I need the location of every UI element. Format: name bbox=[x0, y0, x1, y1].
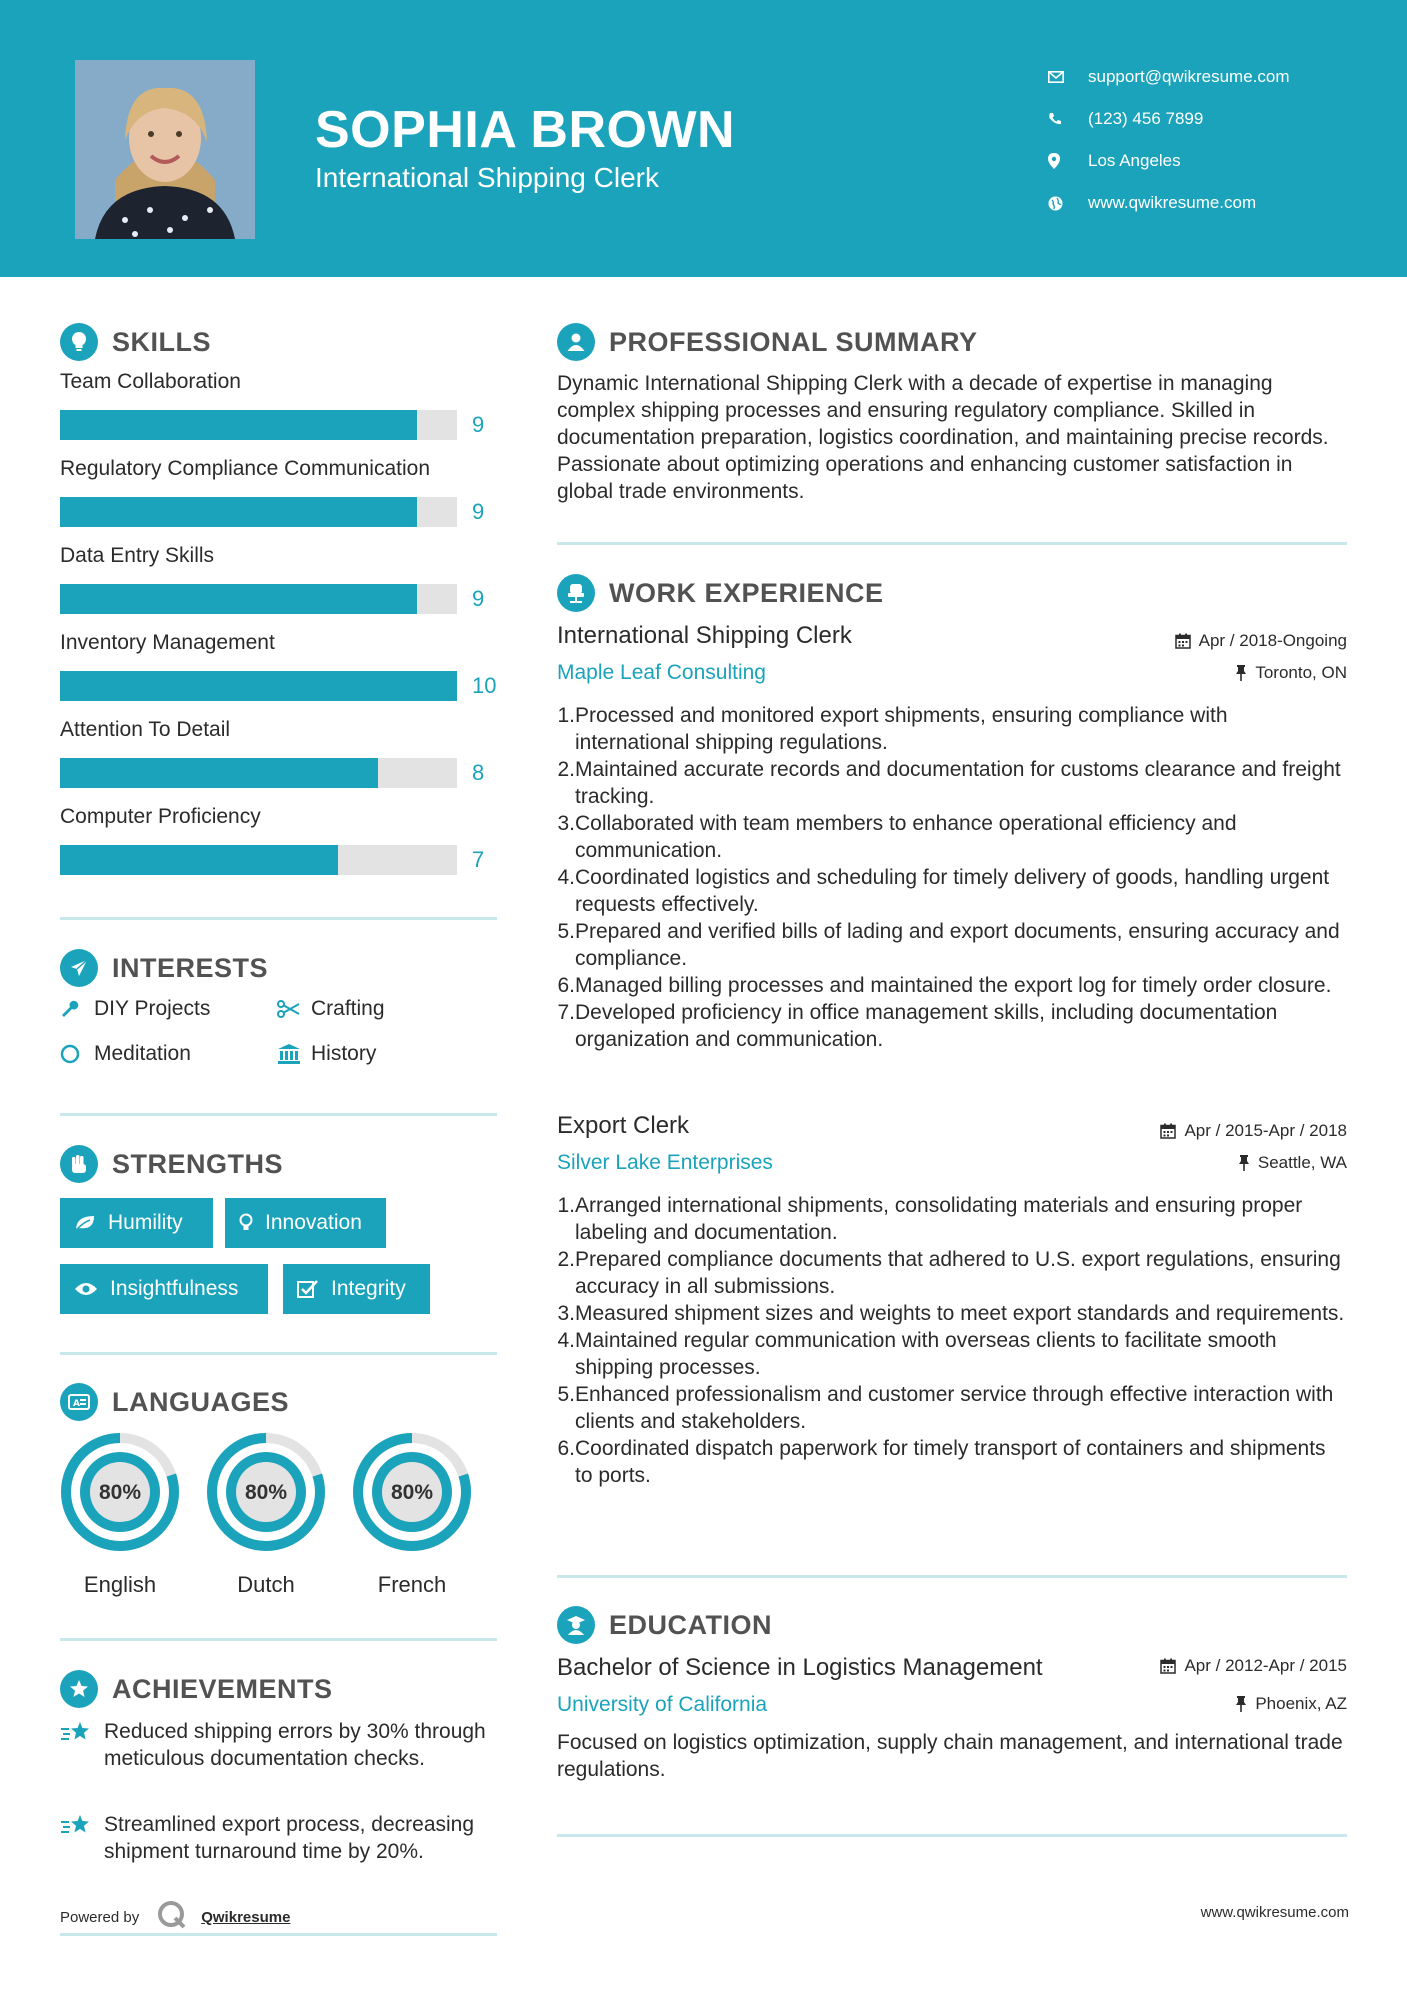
eye-icon bbox=[74, 1281, 98, 1297]
skill-item bbox=[60, 544, 500, 614]
bullet-item bbox=[557, 756, 1347, 810]
bullet-number: 1. bbox=[557, 1194, 575, 1217]
bullet-number: 4. bbox=[557, 866, 575, 889]
language-item bbox=[204, 1430, 328, 1598]
skill-name: Inventory Management bbox=[60, 631, 275, 654]
job-dates: Apr / 2018-Ongoing bbox=[1175, 631, 1347, 651]
globe-icon bbox=[1048, 196, 1088, 211]
wrench-icon bbox=[60, 999, 94, 1019]
skill-score: 9 bbox=[472, 412, 485, 437]
graduate-icon bbox=[557, 1606, 595, 1644]
section-divider bbox=[60, 917, 497, 920]
bullet-text: Coordinated dispatch paperwork for timely transport of containers and shipments to ports. bbox=[575, 1437, 1326, 1487]
bullet-text: Prepared and verified bills of lading and export documents, ensuring accuracy and compliance. bbox=[575, 920, 1340, 970]
summary-text: Dynamic International Shipping Clerk with a decade of expertise in managing complex shipping processes and ensuring regulatory compliance. Skilled in documentation preparation, logistics coordination, and maintaining precise records. Passionate about optimizing operations and enhancing customer satisfaction in global trade environments. bbox=[557, 372, 1329, 503]
interest-item: Meditation bbox=[60, 1042, 191, 1066]
section-divider bbox=[60, 1352, 497, 1355]
skill-bar bbox=[60, 758, 500, 788]
achievement-item: Streamlined export process, decreasing shipment turnaround time by 20%. bbox=[60, 1811, 500, 1865]
bullet-item bbox=[557, 1246, 1347, 1300]
bullet-number: 1. bbox=[557, 704, 575, 727]
skill-fill bbox=[60, 584, 417, 614]
strengths-heading: STRENGTHS bbox=[60, 1145, 283, 1183]
job-location: Toronto, ON bbox=[1235, 663, 1347, 683]
contact-phone[interactable] bbox=[1048, 98, 1290, 140]
bullet-text: Coordinated logistics and scheduling for timely delivery of goods, handling urgent requests effectively. bbox=[575, 866, 1330, 916]
office-chair-icon bbox=[557, 574, 595, 612]
bullet-number: 5. bbox=[557, 1383, 575, 1406]
bullet-text: Measured shipment sizes and weights to meet export standards and requirements. bbox=[575, 1302, 1345, 1325]
section-divider bbox=[557, 542, 1347, 545]
bullet-number: 3. bbox=[557, 1302, 575, 1325]
interests-heading: INTERESTS bbox=[60, 949, 268, 987]
svg-text:A: A bbox=[73, 1399, 81, 1409]
profile-photo bbox=[75, 60, 255, 239]
section-divider bbox=[60, 1638, 497, 1641]
bullet-item bbox=[557, 1300, 1347, 1327]
job-bullets bbox=[557, 1192, 1347, 1489]
bullet-item bbox=[557, 1192, 1347, 1246]
museum-icon bbox=[277, 1043, 311, 1065]
bullet-number: 7. bbox=[557, 1001, 575, 1024]
shooting-star-icon bbox=[60, 1811, 104, 1865]
strength-badge: Humility bbox=[60, 1198, 213, 1248]
skill-bar bbox=[60, 584, 500, 614]
website-text: www.qwikresume.com bbox=[1088, 193, 1257, 212]
bullet-item bbox=[557, 1327, 1347, 1381]
bullet-number: 6. bbox=[557, 974, 575, 997]
education-description: Focused on logistics optimization, supply chain management, and international trade regulations. bbox=[557, 1731, 1343, 1781]
contact-list bbox=[1048, 56, 1290, 224]
language-percent: 80% bbox=[390, 1481, 434, 1504]
location-text: Los Angeles bbox=[1088, 151, 1181, 170]
skill-fill bbox=[60, 758, 378, 788]
resume-header bbox=[0, 0, 1407, 277]
user-icon bbox=[557, 323, 595, 361]
bullet-item bbox=[557, 810, 1347, 864]
skill-bar bbox=[60, 845, 500, 875]
skill-fill bbox=[60, 845, 338, 875]
bullet-number: 6. bbox=[557, 1437, 575, 1460]
degree-title: Bachelor of Science in Logistics Management bbox=[557, 1654, 1043, 1681]
achievements-heading: ACHIEVEMENTS bbox=[60, 1670, 333, 1708]
email-text: support@qwikresume.com bbox=[1088, 67, 1290, 86]
skill-bar bbox=[60, 671, 500, 701]
job-bullets bbox=[557, 702, 1347, 1053]
section-divider bbox=[60, 1933, 497, 1936]
skill-fill bbox=[60, 671, 457, 701]
map-pin-icon bbox=[1048, 153, 1088, 169]
footer-url[interactable]: www.qwikresume.com bbox=[1200, 1904, 1349, 1921]
job-location: Seattle, WA bbox=[1238, 1153, 1347, 1173]
strength-badge: Innovation bbox=[225, 1198, 386, 1248]
bullet-number: 2. bbox=[557, 758, 575, 781]
bullet-item bbox=[557, 702, 1347, 756]
bullet-item bbox=[557, 864, 1347, 918]
skill-bar bbox=[60, 410, 500, 440]
bullet-number: 2. bbox=[557, 1248, 575, 1271]
skill-item bbox=[60, 370, 500, 440]
skill-fill bbox=[60, 410, 417, 440]
bullet-text: Prepared compliance documents that adhered to U.S. export regulations, ensuring accuracy in all submissions. bbox=[575, 1248, 1341, 1298]
language-name: Dutch bbox=[237, 1572, 295, 1597]
education-heading: EDUCATION bbox=[557, 1606, 772, 1644]
bullet-item bbox=[557, 972, 1347, 999]
language-percent: 80% bbox=[98, 1481, 142, 1504]
skill-item bbox=[60, 631, 500, 701]
skill-name: Regulatory Compliance Communication bbox=[60, 457, 431, 480]
skill-fill bbox=[60, 497, 417, 527]
contact-website[interactable] bbox=[1048, 182, 1290, 224]
skill-item bbox=[60, 718, 500, 788]
section-divider bbox=[557, 1834, 1347, 1837]
skill-name: Attention To Detail bbox=[60, 718, 231, 741]
bullet-text: Collaborated with team members to enhance operational efficiency and communication. bbox=[575, 812, 1237, 862]
raised-fist-icon bbox=[60, 1145, 98, 1183]
candidate-title: International Shipping Clerk bbox=[315, 162, 659, 193]
pushpin-icon bbox=[1238, 1155, 1250, 1171]
bullet-text: Arranged international shipments, consolidating materials and ensuring proper labeling and documentation. bbox=[575, 1194, 1303, 1244]
language-item bbox=[350, 1430, 474, 1598]
checkbox-icon bbox=[297, 1279, 319, 1299]
skill-score: 9 bbox=[472, 499, 485, 524]
bullet-number: 4. bbox=[557, 1329, 575, 1352]
strength-badge: Integrity bbox=[283, 1264, 430, 1314]
job-title: International Shipping Clerk bbox=[557, 622, 852, 649]
contact-location bbox=[1048, 140, 1290, 182]
pushpin-icon bbox=[1235, 665, 1247, 681]
pushpin-icon bbox=[1235, 1696, 1247, 1712]
candidate-name: SOPHIA BROWN bbox=[315, 101, 736, 159]
language-ring bbox=[350, 1430, 474, 1554]
qwikresume-link[interactable]: Qwikresume bbox=[201, 1908, 291, 1926]
calendar-icon bbox=[1175, 633, 1191, 649]
bullet-number: 3. bbox=[557, 812, 575, 835]
bullet-text: Developed proficiency in office management skills, including documentation organization and communication. bbox=[575, 1001, 1278, 1051]
language-name: English bbox=[83, 1572, 157, 1597]
calendar-icon bbox=[1160, 1658, 1176, 1674]
section-divider bbox=[60, 1113, 497, 1116]
interest-item: Crafting bbox=[277, 997, 385, 1021]
circle-icon bbox=[60, 1044, 94, 1064]
job-title: Export Clerk bbox=[557, 1112, 690, 1139]
language-percent: 80% bbox=[244, 1481, 288, 1504]
interest-item: History bbox=[277, 1042, 376, 1066]
calendar-icon bbox=[1160, 1123, 1176, 1139]
phone-icon bbox=[1048, 112, 1088, 126]
leaf-icon bbox=[74, 1214, 96, 1232]
bullet-text: Processed and monitored export shipments, ensuring compliance with international shipping regulations. bbox=[575, 704, 1228, 754]
strength-badge: Insightfulness bbox=[60, 1264, 268, 1314]
skill-score: 9 bbox=[472, 586, 485, 611]
shooting-star-icon bbox=[60, 1718, 104, 1772]
skill-name: Computer Proficiency bbox=[60, 805, 261, 828]
language-card-icon bbox=[60, 1383, 98, 1421]
experience-heading: WORK EXPERIENCE bbox=[557, 574, 884, 612]
achievement-item: Reduced shipping errors by 30% through meticulous documentation checks. bbox=[60, 1718, 500, 1772]
company-name: Silver Lake Enterprises bbox=[557, 1151, 773, 1174]
bullet-item bbox=[557, 918, 1347, 972]
lightbulb-icon bbox=[239, 1213, 253, 1233]
skill-item bbox=[60, 805, 500, 875]
skill-bar bbox=[60, 497, 500, 527]
phone-text: (123) 456 7899 bbox=[1088, 109, 1204, 128]
lightbulb-icon bbox=[60, 323, 98, 361]
language-ring bbox=[204, 1430, 328, 1554]
scissors-icon bbox=[277, 1000, 311, 1018]
skill-name: Data Entry Skills bbox=[60, 544, 215, 567]
education-dates: Apr / 2012-Apr / 2015 bbox=[1160, 1656, 1347, 1676]
skills-heading: SKILLS bbox=[60, 323, 211, 361]
language-name: French bbox=[377, 1572, 447, 1597]
language-ring bbox=[58, 1430, 182, 1554]
company-name: Maple Leaf Consulting bbox=[557, 661, 766, 684]
skill-score: 10 bbox=[472, 673, 497, 698]
job-dates: Apr / 2015-Apr / 2018 bbox=[1160, 1121, 1347, 1141]
bullet-text: Managed billing processes and maintained the export log for timely order closure. bbox=[575, 974, 1332, 997]
star-badge-icon bbox=[60, 1670, 98, 1708]
bullet-text: Maintained accurate records and documentation for customs clearance and freight tracking. bbox=[575, 758, 1341, 808]
summary-heading: PROFESSIONAL SUMMARY bbox=[557, 323, 978, 361]
skill-score: 7 bbox=[472, 847, 485, 872]
bullet-text: Maintained regular communication with overseas clients to facilitate smooth shipping processes. bbox=[575, 1329, 1277, 1379]
bullet-item bbox=[557, 999, 1347, 1053]
education-location: Phoenix, AZ bbox=[1235, 1694, 1347, 1714]
contact-email[interactable] bbox=[1048, 56, 1290, 98]
powered-by: Powered by Qwikresume bbox=[60, 1900, 290, 1934]
language-item bbox=[58, 1430, 182, 1598]
languages-heading: A LANGUAGES bbox=[60, 1383, 289, 1421]
bullet-item bbox=[557, 1381, 1347, 1435]
bullet-number: 5. bbox=[557, 920, 575, 943]
school-name: University of California bbox=[557, 1693, 768, 1716]
paper-plane-icon bbox=[60, 949, 98, 987]
envelope-icon bbox=[1048, 71, 1088, 83]
skill-score: 8 bbox=[472, 760, 485, 785]
skill-item bbox=[60, 457, 500, 527]
bullet-text: Enhanced professionalism and customer service through effective interaction with clients and stakeholders. bbox=[575, 1383, 1334, 1433]
interest-item: DIY Projects bbox=[60, 997, 210, 1021]
section-divider bbox=[557, 1575, 1347, 1578]
skill-name: Team Collaboration bbox=[60, 370, 241, 393]
qwikresume-logo-icon bbox=[157, 1900, 187, 1934]
bullet-item bbox=[557, 1435, 1347, 1489]
